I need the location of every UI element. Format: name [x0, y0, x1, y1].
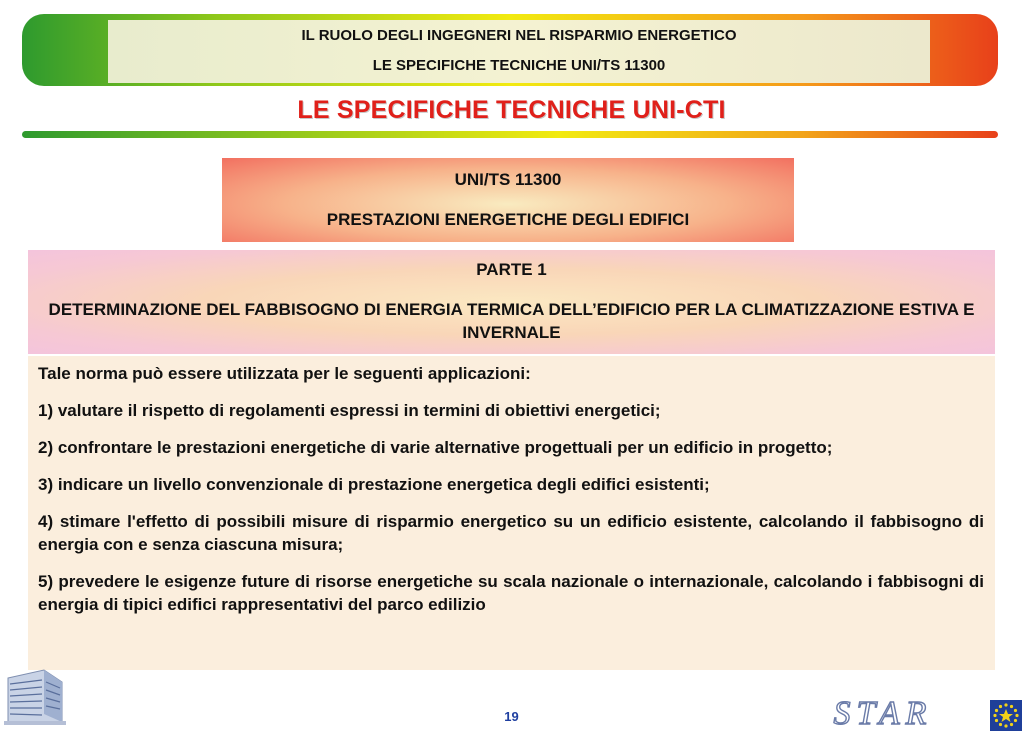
- standard-title-box: [222, 158, 794, 242]
- part-description: DETERMINAZIONE DEL FABBISOGNO DI ENERGIA TERMICA DELL’EDIFICIO PER LA CLIMATIZZAZIONE ESTIVA E INVERNALE: [48, 300, 975, 342]
- applications-content-box: [28, 356, 995, 670]
- header-line-1: IL RUOLO DEGLI INGEGNERI NEL RISPARMIO ENERGETICO: [301, 27, 737, 44]
- page-number: 19: [504, 709, 519, 724]
- eu-flag-icon: [990, 700, 1022, 731]
- list-item: 2) confrontare le prestazioni energetiche di varie alternative progettuali per un edificio in progetto;: [38, 438, 833, 457]
- applications-intro: Tale norma può essere utilizzata per le seguenti applicazioni:: [38, 364, 531, 383]
- header-line-2: LE SPECIFICHE TECNICHE UNI/TS 11300: [372, 57, 666, 74]
- star-logo: [783, 696, 983, 730]
- section-title: LE SPECIFICHE TECNICHE UNI-CTI: [297, 96, 726, 124]
- applications-list: [38, 362, 984, 630]
- star-logo-text: STAR: [833, 696, 933, 730]
- list-item: 1) valutare il rispetto di regolamenti espressi in termini di obiettivi energetici;: [38, 401, 661, 420]
- list-item: 3) indicare un livello convenzionale di prestazione energetica degli edifici esistenti;: [38, 475, 710, 494]
- part-number: PARTE 1: [476, 260, 547, 279]
- list-item: 5) prevedere le esigenze future di risorse energetiche su scala nazionale o internazionale, calcolando i fabbisogni di energia di tipici edifici rappresentativi del parco edilizio: [38, 572, 984, 614]
- list-item: 4) stimare l'effetto di possibili misure di risparmio energetico su un edificio esistente, calcolando il fabbisogno di energia con e senza ciascuna misura;: [38, 512, 984, 554]
- gradient-divider: [22, 131, 998, 138]
- part-heading-box: [28, 250, 995, 354]
- standard-subtitle: PRESTAZIONI ENERGETICHE DEGLI EDIFICI: [326, 210, 690, 229]
- header-title-box: [108, 20, 930, 83]
- standard-code: UNI/TS 11300: [454, 170, 562, 189]
